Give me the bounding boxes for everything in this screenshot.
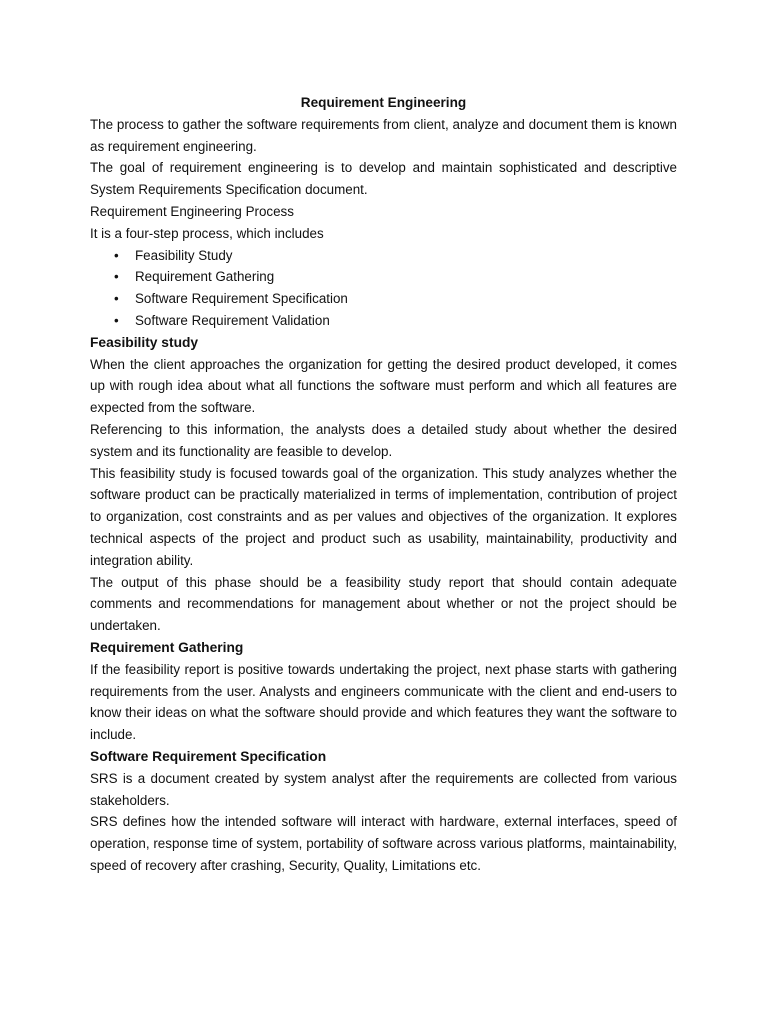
list-item [90, 310, 677, 332]
section-heading-feasibility: Feasibility study [90, 334, 199, 350]
list-item [90, 288, 677, 310]
body-paragraph: This feasibility study is focused towards goal of the organization. This study analyzes whether the software product can be practically materialized in terms of implementation, contribution of project to organization, cost constraints and as per values and objectives of the organization. It explores technical aspects of the project and product such as usability, maintainability, productivity and integration ability. [90, 465, 677, 568]
process-label: Requirement Engineering Process [90, 203, 294, 219]
document-page [90, 90, 677, 877]
list-item-label: Requirement Gathering [135, 269, 275, 285]
list-item [90, 266, 677, 288]
bullet-icon: • [114, 312, 119, 328]
intro-paragraph: The goal of requirement engineering is to develop and maintain sophisticated and descriptive System Requirements Specification document. [90, 160, 677, 198]
body-paragraph: When the client approaches the organization for getting the desired product developed, it comes up with rough idea about what all functions the software must perform and which all features are expected from the software. [90, 356, 677, 416]
section-heading-gathering: Requirement Gathering [90, 639, 244, 655]
bullet-icon: • [114, 247, 119, 263]
list-item-label: Feasibility Study [135, 247, 233, 263]
intro-paragraph: The process to gather the software requirements from client, analyze and document them is known as requirement engineering. [90, 116, 677, 154]
bullet-icon: • [114, 291, 119, 307]
steps-list [90, 245, 677, 332]
body-paragraph: The output of this phase should be a feasibility study report that should contain adequate comments and recommendations for management about whether or not the project should be undertaken. [90, 574, 677, 634]
body-paragraph: SRS defines how the intended software will interact with hardware, external interfaces, speed of operation, response time of system, portability of software across various platforms, maintainability, speed of recovery after crashing, Security, Quality, Limitations etc. [90, 814, 677, 873]
list-item-label: Software Requirement Specification [135, 291, 348, 307]
body-paragraph: SRS is a document created by system analyst after the requirements are collected from various stakeholders. [90, 770, 677, 808]
body-paragraph: If the feasibility report is positive towards undertaking the project, next phase starts with gathering requirements from the user. Analysts and engineers communicate with the client and end-users to know their ideas on what the software should provide and which features they want the software to include. [90, 661, 677, 743]
list-item [90, 245, 677, 267]
bullet-icon: • [114, 269, 119, 285]
section-heading-srs: Software Requirement Specification [90, 748, 327, 764]
document-title: Requirement Engineering [300, 95, 467, 110]
body-paragraph: Referencing to this information, the analysts does a detailed study about whether the desired system and its functionality are feasible to develop. [90, 421, 677, 459]
process-description: It is a four-step process, which includes [90, 225, 324, 241]
list-item-label: Software Requirement Validation [135, 312, 330, 328]
